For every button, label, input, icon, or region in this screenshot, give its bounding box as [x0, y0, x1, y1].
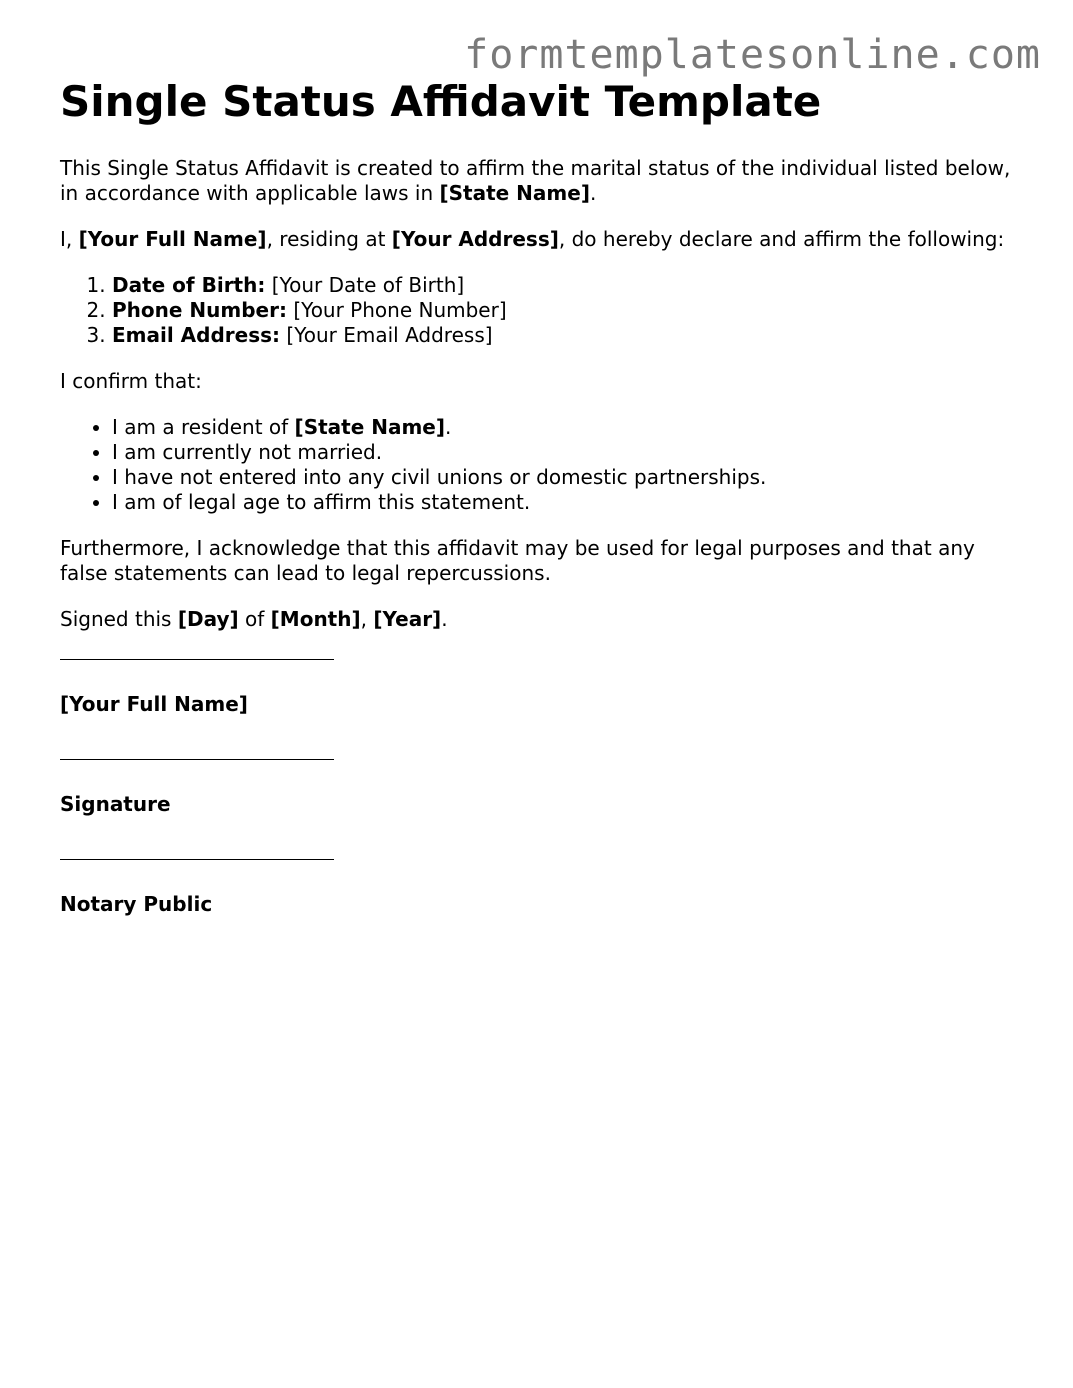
signature-line[interactable]: [60, 759, 334, 760]
declaration-prefix: I,: [60, 227, 79, 251]
notary-label: Notary Public: [60, 892, 213, 916]
confirm-end: .: [445, 415, 452, 439]
detail-label: Phone Number:: [112, 298, 287, 322]
detail-value: [Your Email Address]: [280, 323, 493, 347]
detail-label: Date of Birth:: [112, 273, 266, 297]
address-placeholder: [Your Address]: [391, 227, 559, 251]
name-label: [Your Full Name]: [60, 692, 248, 716]
signed-end: .: [441, 607, 448, 631]
confirm-item-resident: [112, 415, 1020, 440]
intro-text: This Single Status Affidavit is created to affirm the marital status of the individual listed below, in accordance with applicable laws in: [60, 156, 1011, 205]
detail-item-phone: [112, 298, 1020, 323]
confirm-state-placeholder: [State Name]: [294, 415, 446, 439]
notary-line[interactable]: [60, 859, 334, 860]
confirm-item-not-married: • I am currently not married.: [112, 440, 1020, 465]
confirm-item-legal-age: • I am of legal age to affirm this statement.: [112, 490, 1020, 515]
signature-label: Signature: [60, 792, 171, 816]
intro-end: .: [589, 181, 597, 205]
details-list: [60, 273, 1020, 348]
declaration-suffix: , do hereby declare and affirm the following:: [558, 227, 1005, 251]
acknowledge-paragraph: Furthermore, I acknowledge that this affidavit may be used for legal purposes and that any false statements can lead to legal repercussions.: [60, 536, 975, 585]
month-placeholder: [Month]: [270, 607, 361, 631]
detail-item-birth: [112, 273, 1020, 298]
detail-label: Email Address:: [112, 323, 281, 347]
signed-comma: ,: [360, 607, 374, 631]
signed-of: of: [238, 607, 271, 631]
declaration-mid: , residing at: [266, 227, 392, 251]
signed-prefix: Signed this: [60, 607, 178, 631]
confirm-item-no-unions: • I have not entered into any civil unions or domestic partnerships.: [112, 465, 1020, 490]
confirm-list: [60, 415, 1020, 515]
confirm-heading: I confirm that:: [60, 369, 202, 393]
confirm-text: I am a resident of: [112, 415, 295, 439]
detail-value: [Your Date of Birth]: [265, 273, 465, 297]
detail-value: [Your Phone Number]: [286, 298, 507, 322]
name-placeholder: [Your Full Name]: [78, 227, 267, 251]
signature-block: [60, 659, 1020, 917]
signed-paragraph: [60, 607, 1020, 632]
intro-paragraph: [60, 156, 1020, 206]
name-line[interactable]: [60, 659, 334, 660]
declaration-paragraph: [60, 227, 1020, 252]
page-title: Single Status Affidavit Template: [60, 77, 822, 126]
day-placeholder: [Day]: [177, 607, 239, 631]
intro-state-placeholder: [State Name]: [439, 181, 590, 205]
detail-item-email: [112, 323, 1020, 348]
year-placeholder: [Year]: [373, 607, 442, 631]
document-body: [60, 76, 1020, 959]
watermark: formtemplatesonline.com: [464, 32, 1041, 78]
